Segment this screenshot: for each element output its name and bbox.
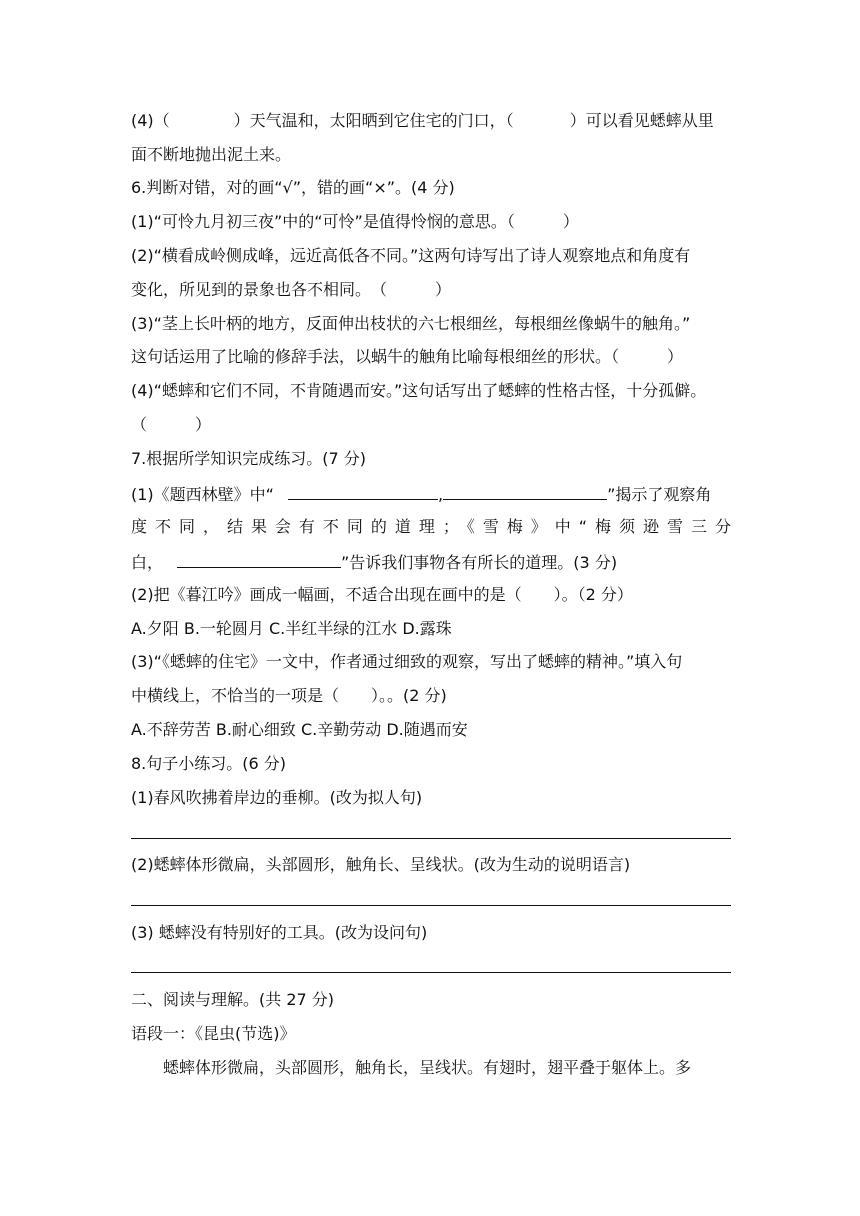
- q7-item-3-line2: 中横线上，不恰当的一项是（ ）。。(2 分): [131, 686, 447, 705]
- q6-item-1: (1)“可怜九月初三夜”中的“可怜”是值得怜悯的意思。（ ）: [131, 212, 579, 231]
- q7-item-2-options: A.夕阳 B.一轮圆月 C.半红半绿的江水 D.露珠: [131, 619, 452, 638]
- q8-item-2: (2)蟋蟀体形微扁，头部圆形，触角长、呈线状。(改为生动的说明语言): [131, 855, 631, 874]
- q5-item-4-line1: (4)（ ）天气温和，太阳晒到它住宅的门口，（ ）可以看见蟋蟀从里: [131, 111, 714, 130]
- passage-title: 语段一：《昆虫(节选)》: [131, 1024, 296, 1043]
- q8-title: 8.句子小练习。(6 分): [131, 754, 287, 773]
- q7-item-2: (2)把《暮江吟》画成一幅画，不适合出现在画中的是（ ）。（2 分）: [131, 585, 633, 604]
- q7-item-1-line2: 度不同，结果会有不同的道理；《雪梅》中“梅须逊雪三分: [131, 517, 731, 536]
- passage-text-line1: 蟋蟀体形微扁，头部圆形，触角长，呈线状。有翅时，翅平叠于躯体上。多: [163, 1058, 692, 1077]
- answer-line-1[interactable]: [131, 838, 731, 839]
- section-2-title: 二、阅读与理解。(共 27 分): [131, 990, 335, 1009]
- q6-item-2-line1: (2)“横看成岭侧成峰，远近高低各不同。”这两句诗写出了诗人观察地点和角度有: [131, 246, 691, 265]
- q7-title: 7.根据所学知识完成练习。(7 分): [131, 449, 367, 468]
- answer-line-3[interactable]: [131, 972, 731, 973]
- q7-item-1-line3: 白， ”告诉我们事物各有所长的道理。(3 分): [131, 553, 618, 572]
- q6-item-4-line2: （ ）: [131, 415, 212, 434]
- q7-item-3-line1: (3)“《蟋蟀的住宅》一文中，作者通过细致的观察，写出了蟋蟀的精神。”填入句: [131, 652, 683, 671]
- fill-blank-2[interactable]: [443, 483, 607, 500]
- q7-item-3-options: A.不辞劳苦 B.耐心细致 C.辛勤劳动 D.随遇而安: [131, 720, 468, 739]
- q7-item-1-line1: (1)《题西林壁》中“ , ”揭示了观察角: [131, 485, 712, 504]
- q6-item-4-line1: (4)“蟋蟀和它们不同，不肯随遇而安。”这句话写出了蟋蟀的性格古怪，十分孤僻。: [131, 381, 707, 400]
- fill-blank-1[interactable]: [288, 483, 438, 500]
- q5-item-4-line2: 面不断地抛出泥土来。: [131, 145, 292, 164]
- answer-line-2[interactable]: [131, 905, 731, 906]
- q6-title: 6.判断对错，对的画“√”，错的画“×”。(4 分): [131, 178, 455, 197]
- q6-item-3-line2: 这句话运用了比喻的修辞手法，以蜗牛的触角比喻每根细丝的形状。（ ）: [131, 347, 684, 366]
- fill-blank-3[interactable]: [177, 551, 341, 568]
- q8-item-3: (3) 蟋蟀没有特别好的工具。(改为设问句): [131, 923, 428, 942]
- q6-item-2-line2: 变化，所见到的景象也各不相同。 （ ）: [131, 280, 452, 299]
- q6-item-3-line1: (3)“茎上长叶柄的地方，反面伸出枝状的六七根细丝，每根细丝像蜗牛的触角。”: [131, 314, 691, 333]
- q8-item-1: (1)春风吹拂着岸边的垂柳。(改为拟人句): [131, 788, 423, 807]
